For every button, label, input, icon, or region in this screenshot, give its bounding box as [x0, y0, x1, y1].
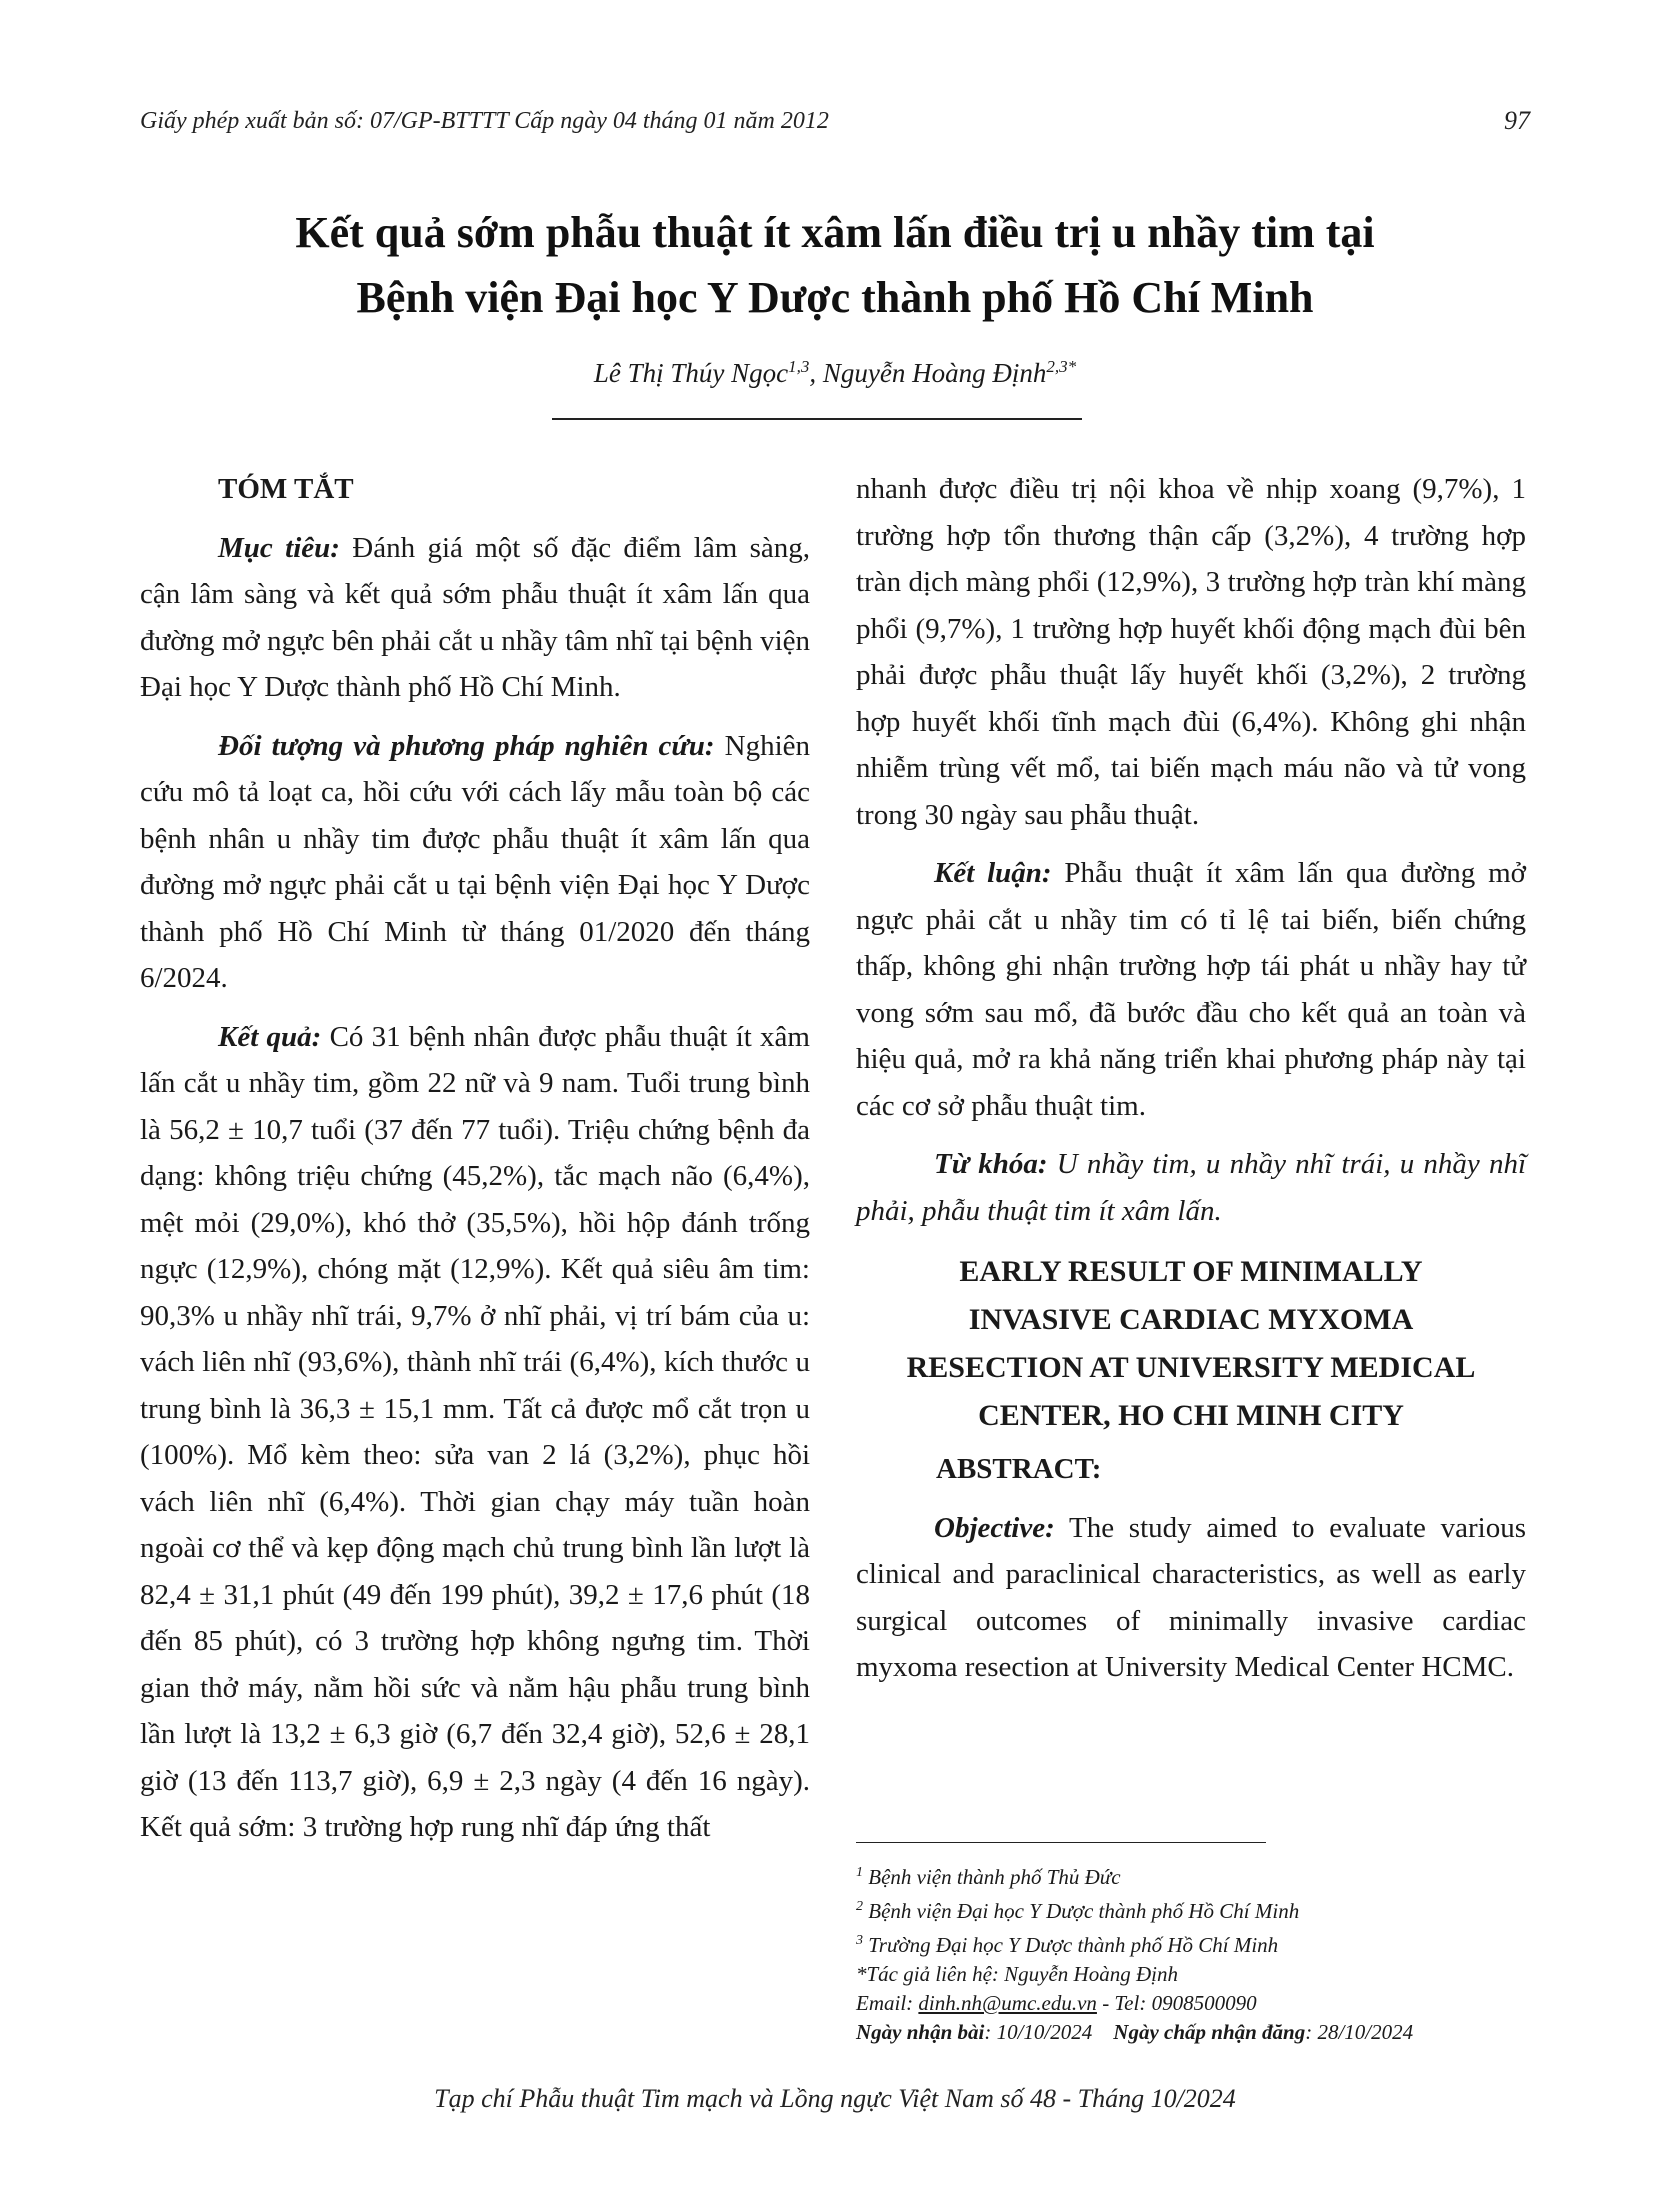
footnote-1	[856, 1858, 1536, 1892]
page-number: 97	[1504, 106, 1530, 135]
conclusion-text: Phẫu thuật ít xâm lấn qua đường mở ngực phải cắt u nhầy tim có tỉ lệ tai biến, biến chứng thấp, không ghi nhận trường hợp tái phát u nhầy hay tử vong sớm sau mổ, đã bước đầu cho kết quả an toàn và hiệu quả, mở ra khả năng triển khai phương pháp này tại các cơ sở phẫu thuật tim.	[856, 857, 1526, 1122]
footnote-3-text: Trường Đại học Y Dược thành phố Hồ Chí Minh	[863, 1933, 1279, 1957]
results-paragraph	[140, 1014, 810, 1851]
footnote-1-mark: 1	[856, 1865, 863, 1880]
results-text: Có 31 bệnh nhân được phẫu thuật ít xâm lấn cắt u nhầy tim, gồm 22 nữ và 9 nam. Tuổi trung bình là 56,2 ± 10,7 tuổi (37 đến 77 tuổi). Triệu chứng bệnh đa dạng: không triệu chứng (45,2%), tắc mạch não (6,4%), mệt mỏi (29,0%), khó thở (35,5%), hồi hộp đánh trống ngực (12,9%), chóng mặt (12,9%). Kết quả siêu âm tim: 90,3% u nhầy nhĩ trái, 9,7% ở nhĩ phải, vị trí bám của u: vách liên nhĩ (93,6%), thành nhĩ trái (6,4%), kích thước u trung bình là 36,3 ± 15,1 mm. Tất cả được mổ cắt trọn u (100%). Mổ kèm theo: sửa van 2 lá (3,2%), phục hồi vách liên nhĩ (6,4%). Thời gian chạy máy tuần hoàn ngoài cơ thể và kẹp động mạch chủ trung bình lần lượt là 82,4 ± 31,1 phút (49 đến 199 phút), 39,2 ± 17,6 phút (18 đến 85 phút), có 3 trường hợp không ngưng tim. Thời gian thở máy, nằm hồi sức và nằm hậu phẫu trung bình lần lượt là 13,2 ± 6,3 giờ (6,7 đến 32,4 giờ), 52,6 ± 28,1 giờ (13 đến 113,7 giờ), 6,9 ± 2,3 ngày (4 đến 16 ngày). Kết quả sớm: 3 trường hợp rung nhĩ đáp ứng thất	[140, 1020, 810, 1843]
english-title	[856, 1248, 1526, 1440]
english-title-line-1: EARLY RESULT OF MINIMALLY	[959, 1255, 1423, 1288]
journal-footer: Tạp chí Phẫu thuật Tim mạch và Lồng ngực Việt Nam số 48 - Tháng 10/2024	[434, 2084, 1236, 2113]
objective-paragraph	[140, 525, 810, 711]
title-line-2: Bệnh viện Đại học Y Dược thành phố Hồ Chí Minh	[356, 273, 1314, 322]
received-label: Ngày nhận bài	[856, 2020, 985, 2044]
footnote-1-text: Bệnh viện thành phố Thủ Đức	[863, 1865, 1121, 1889]
footnote-2-text: Bệnh viện Đại học Y Dược thành phố Hồ Chí Minh	[863, 1899, 1300, 1923]
abstract-heading: ABSTRACT:	[936, 1453, 1102, 1485]
summary-heading: TÓM TẮT	[218, 473, 354, 505]
keywords-text: U nhầy tim, u nhầy nhĩ trái, u nhầy nhĩ phải, phẫu thuật tim ít xâm lấn.	[856, 1148, 1526, 1227]
english-title-line-2: INVASIVE CARDIAC MYXOMA	[968, 1303, 1414, 1336]
phone-text: - Tel: 0908500090	[1096, 1991, 1257, 2015]
email-link[interactable]: dinh.nh@umc.edu.vn	[918, 1991, 1097, 2015]
conclusion-label: Kết luận:	[934, 857, 1052, 889]
results-label: Kết quả:	[218, 1020, 322, 1053]
right-column	[856, 466, 1526, 1691]
title-line-1: Kết quả sớm phẫu thuật ít xâm lấn điều trị u nhầy tim tại	[295, 208, 1375, 257]
objective-text: Đánh giá một số đặc điểm lâm sàng, cận lâm sàng và kết quả sớm phẫu thuật ít xâm lấn qua đường mở ngực bên phải cắt u nhầy tâm nhĩ tại bệnh viện Đại học Y Dược thành phố Hồ Chí Minh.	[140, 531, 811, 703]
contact-line	[856, 1989, 1536, 2018]
conclusion-paragraph	[856, 850, 1526, 1129]
footnote-2-mark: 2	[856, 1899, 863, 1914]
email-label: Email:	[856, 1991, 919, 2015]
author-1-affiliation: 1,3	[788, 357, 810, 376]
footnote-divider	[856, 1842, 1266, 1843]
keywords-paragraph	[856, 1141, 1526, 1234]
article-title	[140, 200, 1530, 330]
methods-text: Nghiên cứu mô tả loạt ca, hồi cứu với cách lấy mẫu toàn bộ các bệnh nhân u nhầy tim được phẫu thuật ít xâm lấn qua đường mở ngực phải cắt u tại bệnh viện Đại học Y Dược thành phố Hồ Chí Minh từ tháng 01/2020 đến tháng 6/2024.	[140, 729, 810, 994]
dates-line	[856, 2018, 1536, 2047]
accepted-date: : 28/10/2024	[1305, 2020, 1414, 2044]
received-date: : 10/10/2024	[984, 2020, 1093, 2044]
footnote-3	[856, 1926, 1536, 1960]
english-objective-label: Objective:	[934, 1511, 1055, 1544]
left-column	[140, 466, 810, 1851]
keywords-label: Từ khóa:	[934, 1148, 1048, 1180]
author-2-affiliation: 2,3*	[1046, 357, 1077, 376]
english-objective-text: The study aimed to evaluate various clinical and paraclinical characteristics, as well as early surgical outcomes of minimally invasive cardiac myxoma resection at University Medical Center HCMC.	[856, 1511, 1526, 1683]
author-line	[140, 357, 1530, 389]
license-text: Giấy phép xuất bản số: 07/GP-BTTTT Cấp ngày 04 tháng 01 năm 2012	[140, 108, 829, 134]
footnotes	[856, 1858, 1536, 2047]
accepted-label: Ngày chấp nhận đăng	[1113, 2020, 1306, 2044]
corresponding-author: *Tác giả liên hệ: Nguyễn Hoàng Định	[856, 1962, 1178, 1986]
methods-label: Đối tượng và phương pháp nghiên cứu:	[218, 729, 715, 762]
english-objective-paragraph	[856, 1505, 1526, 1691]
footnote-2	[856, 1892, 1536, 1926]
author-separator: ,	[809, 358, 823, 388]
english-title-line-3: RESECTION AT UNIVERSITY MEDICAL	[906, 1351, 1476, 1384]
author-divider	[552, 418, 1082, 420]
author-1-name: Lê Thị Thúy Ngọc	[593, 358, 789, 388]
english-title-line-4: CENTER, HO CHI MINH CITY	[978, 1399, 1404, 1432]
footnote-3-mark: 3	[856, 1933, 863, 1948]
results-continuation: nhanh được điều trị nội khoa về nhịp xoang (9,7%), 1 trường hợp tổn thương thận cấp (3,2%), 4 trường hợp tràn dịch màng phổi (12,9%), 3 trường hợp tràn khí màng phổi (9,7%), 1 trường hợp huyết khối động mạch đùi bên phải được phẫu thuật lấy huyết khối (3,2%), 2 trường hợp huyết khối tĩnh mạch đùi (6,4%). Không ghi nhận nhiễm trùng vết mổ, tai biến mạch máu não và tử vong trong 30 ngày sau phẫu thuật.	[856, 473, 1526, 831]
methods-paragraph	[140, 723, 810, 1002]
author-2-name: Nguyễn Hoàng Định	[822, 358, 1047, 388]
objective-label: Mục tiêu:	[218, 531, 340, 564]
